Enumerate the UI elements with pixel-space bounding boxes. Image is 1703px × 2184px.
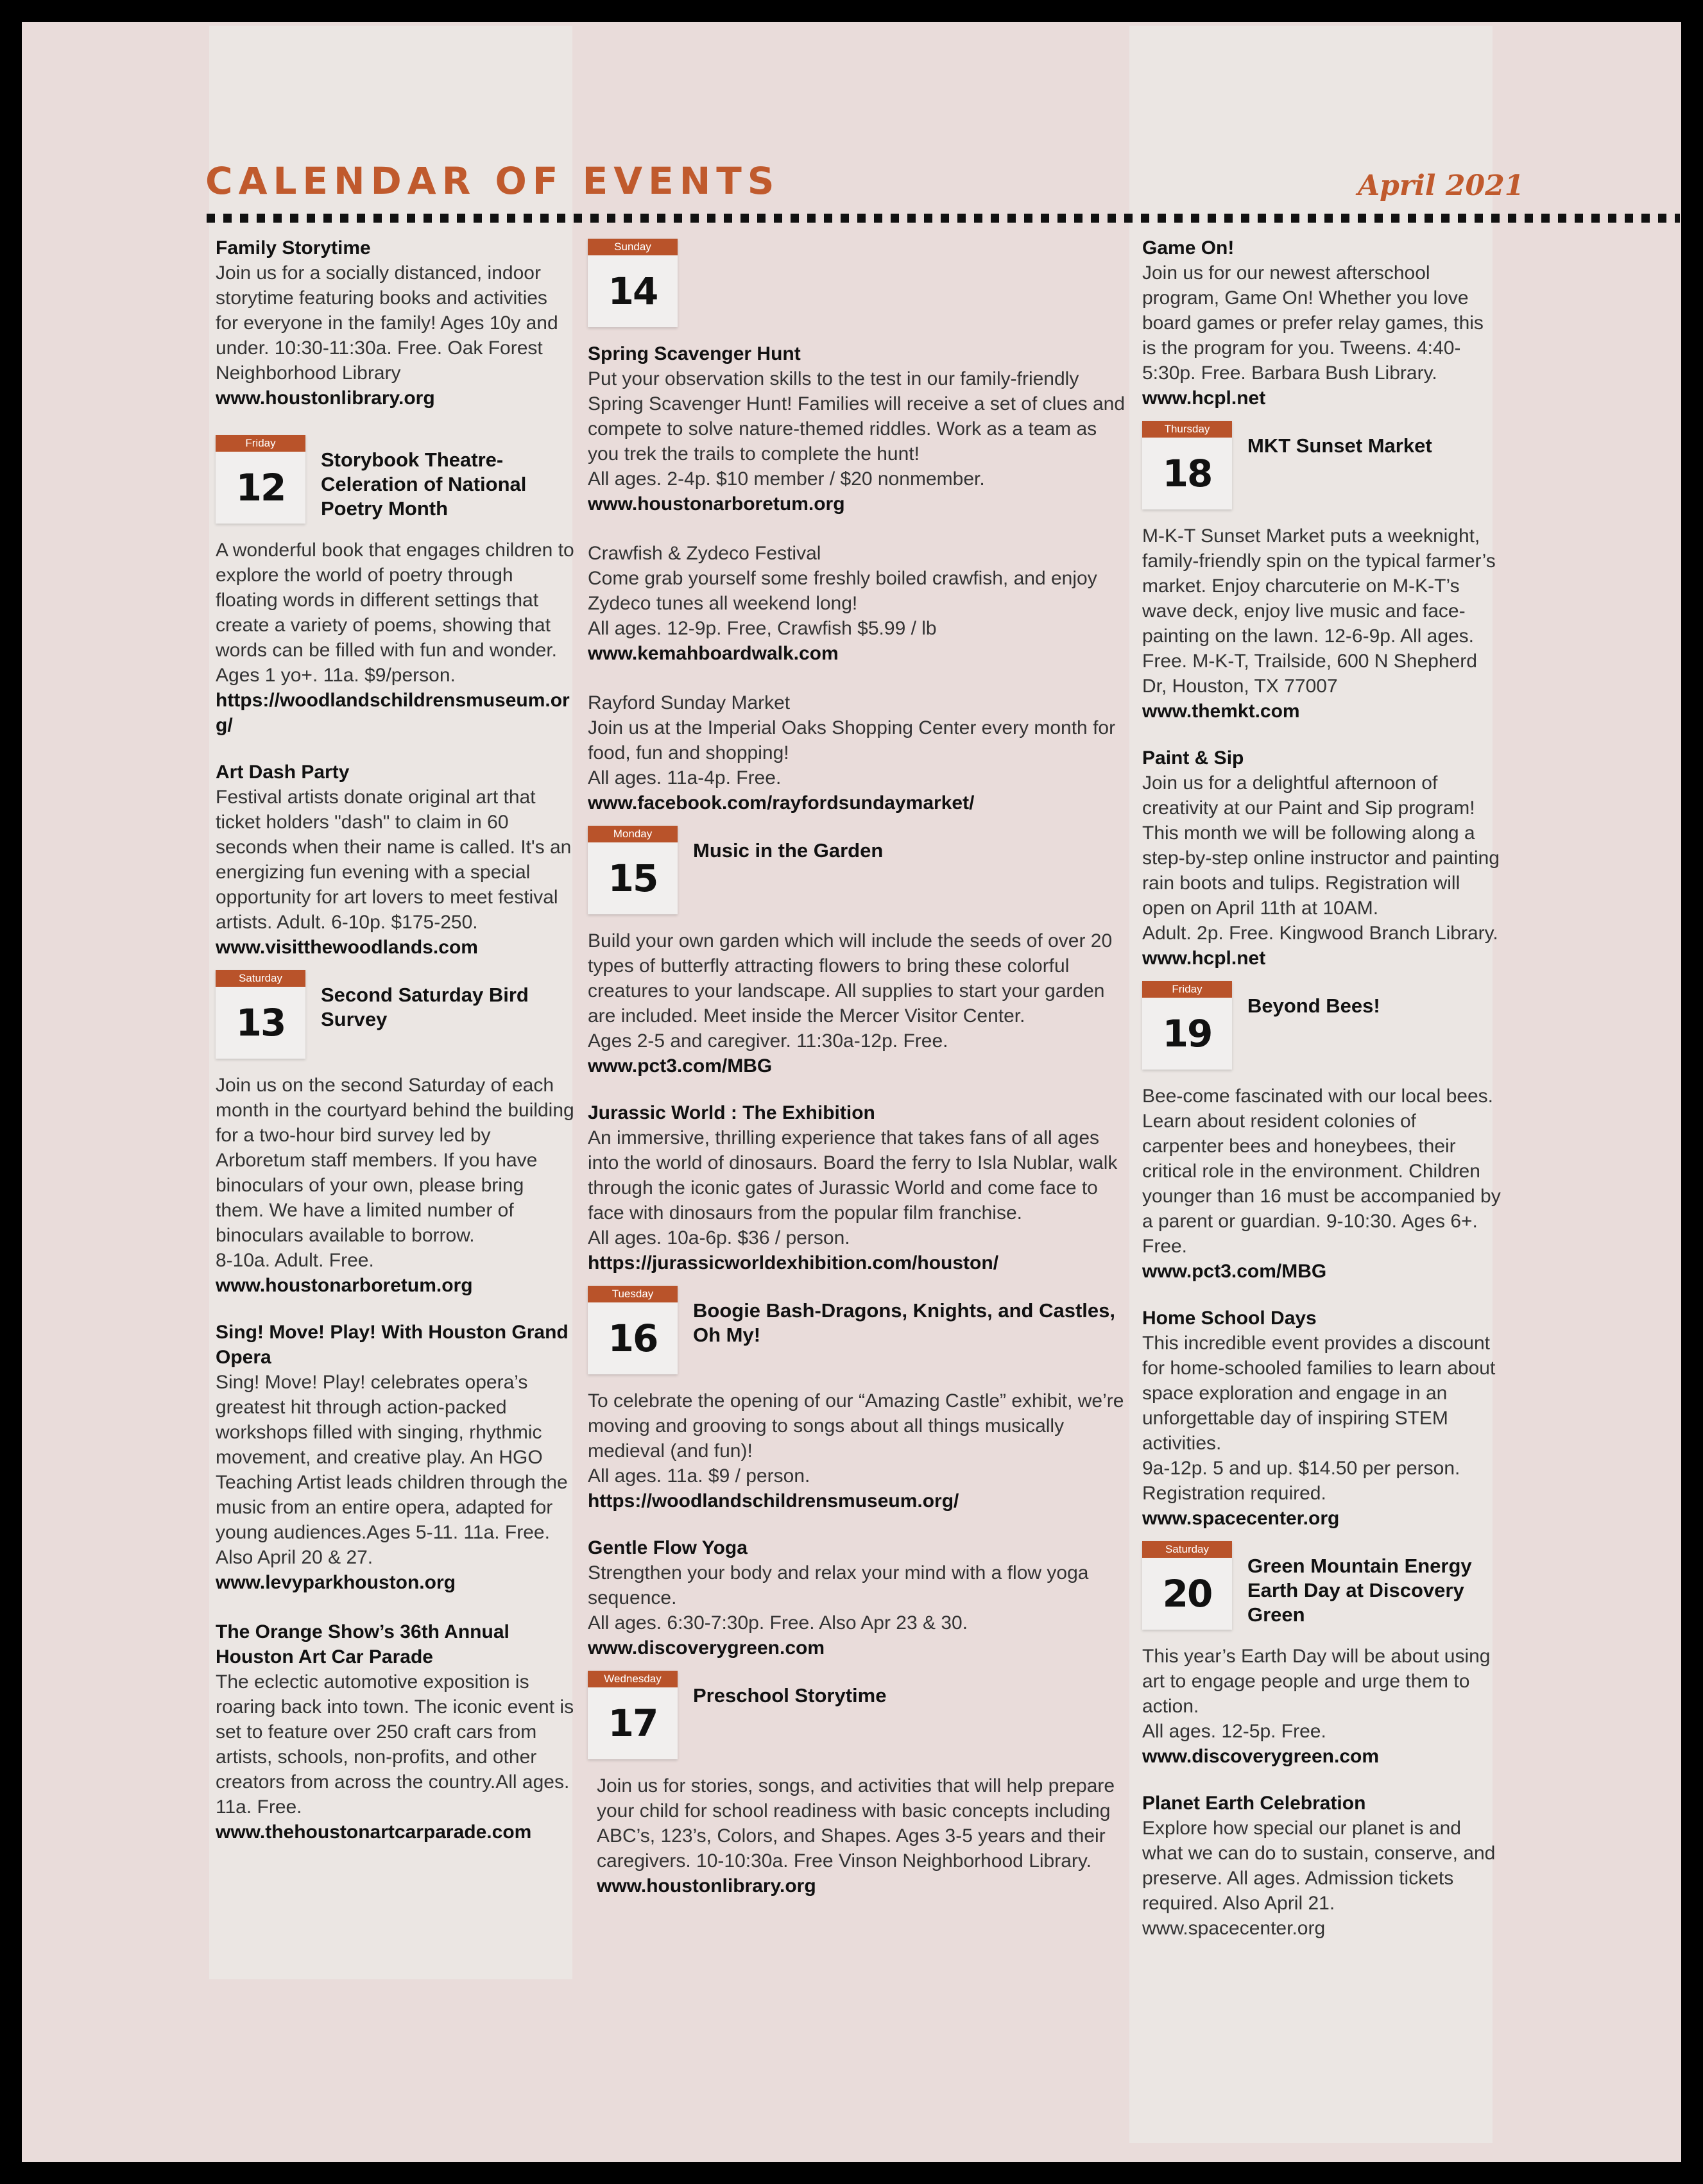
event-link[interactable]: https://woodlandschildrensmuseum.org/: [216, 690, 570, 736]
event-info: All ages. 11a-4p. Free.: [588, 767, 782, 789]
event-link[interactable]: www.houstonlibrary.org: [216, 388, 435, 409]
event-title: Art Dash Party: [216, 762, 350, 783]
badge-weekday: Tuesday: [588, 1286, 678, 1302]
badge-date: 15: [608, 857, 658, 900]
event-title: Second Saturday Bird Survey: [321, 984, 529, 1030]
event-description: M-K-T Sunset Market puts a weeknight, family-friendly spin on the typical farmer’s market. Enjoy charcuterie on M-K-T’s wave deck, enjoy live music and face-painting on the lawn. 12-6-9p. All ages. Free. M-K-T, Trailside, 600 N Shepherd Dr, Houston, TX 77007: [1142, 525, 1496, 697]
event-info: Ages 2-5 and caregiver. 11:30a-12p. Free.: [588, 1030, 948, 1052]
event-title: MKT Sunset Market: [1247, 434, 1432, 457]
events-column-1: [216, 235, 575, 1869]
badge-date: 13: [235, 1001, 286, 1045]
event-info: Ages 1 yo+. 11a. $9/person.: [216, 665, 456, 686]
event-item: [216, 1619, 575, 1845]
event-title: Spring Scavenger Hunt: [588, 343, 801, 364]
calendar-date-icon: [588, 826, 678, 914]
dated-event: [216, 435, 575, 738]
event-title: Paint & Sip: [1142, 747, 1244, 769]
event-link[interactable]: www.hcpl.net: [1142, 388, 1266, 409]
event-link[interactable]: www.themkt.com: [1142, 701, 1300, 722]
event-link[interactable]: https://jurassicworldexhibition.com/houston/: [588, 1252, 999, 1274]
event-title: Rayford Sunday Market: [588, 692, 791, 713]
event-description: Join us for our newest afterschool program, Game On! Whether you love board games or prefer relay games, this is the program for you. Tweens. 4:40-5:30p. Free. Barbara Bush Library.: [1142, 262, 1484, 384]
events-column-2: [588, 239, 1127, 1920]
badge-date: 19: [1162, 1012, 1212, 1055]
calendar-date-icon: [588, 239, 678, 327]
events-column-3: [1142, 235, 1502, 1965]
event-description: The eclectic automotive exposition is roaring back into town. The iconic event is set to feature over 250 craft cars from artists, schools, non-profits, and other creators from across the country.All ages. 11a. Free.: [216, 1671, 574, 1818]
event-item: [588, 1100, 1127, 1275]
date-header: [1142, 1541, 1502, 1630]
date-header: [588, 1671, 1127, 1759]
badge-date: 18: [1162, 452, 1212, 495]
event-link[interactable]: www.spacecenter.org: [1142, 1918, 1326, 1939]
event-title: The Orange Show’s 36th Annual Houston Art Car Parade: [216, 1621, 509, 1668]
event-item: [1142, 235, 1502, 411]
event-info: All ages. 10a-6p. $36 / person.: [588, 1227, 850, 1249]
date-header: [1142, 421, 1502, 509]
event-title: Planet Earth Celebration: [1142, 1793, 1366, 1814]
event-item: [216, 1320, 575, 1595]
event-info: All ages. 12-9p. Free, Crawfish $5.99 / lb: [588, 618, 937, 639]
badge-weekday: Saturday: [216, 970, 305, 987]
event-description: Strengthen your body and relax your mind with a flow yoga sequence.: [588, 1562, 1089, 1608]
event-description: Bee-come fascinated with our local bees. Learn about resident colonies of carpenter bees and honeybees, their critical role in the environment. Children younger than 16 must be accompanied by a parent or guardian. 9-10:30. Ages 6+. Free.: [1142, 1086, 1501, 1257]
badge-weekday: Friday: [1142, 981, 1232, 998]
event-description: Put your observation skills to the test in our family-friendly Spring Scavenger Hunt! Families will receive a set of clues and compete to solve nature-themed riddles. Work as a team as you trek the trails to complete the hunt!: [588, 368, 1125, 465]
event-item: [1142, 746, 1502, 971]
calendar-date-icon: [1142, 981, 1232, 1070]
dated-event: [588, 826, 1127, 1079]
event-link[interactable]: https://woodlandschildrensmuseum.org/: [588, 1490, 959, 1512]
event-link[interactable]: www.houstonarboretum.org: [588, 493, 845, 515]
badge-date: 14: [608, 269, 658, 313]
event-link[interactable]: www.houstonlibrary.org: [597, 1875, 816, 1897]
event-title: Sing! Move! Play! With Houston Grand Opera: [216, 1322, 569, 1368]
event-description: Come grab yourself some freshly boiled crawfish, and enjoy Zydeco tunes all weekend long!: [588, 568, 1097, 614]
event-description: Join us for a delightful afternoon of creativity at our Paint and Sip program! This month we will be following along a step-by-step online instructor and painting rain boots and tulips. Registration will open on April 11th at 10AM.: [1142, 772, 1500, 919]
page-title: CALENDAR OF EVENTS: [205, 159, 780, 203]
dated-event: [216, 970, 575, 1298]
event-title: Green Mountain Energy Earth Day at Discovery Green: [1247, 1555, 1472, 1626]
calendar-date-icon: [1142, 1541, 1232, 1630]
date-header: [1142, 981, 1502, 1070]
event-description: Festival artists donate original art that ticket holders "dash" to claim in 60 seconds when their name is called. It's an energizing fun evening with a special opportunity for art lovers to meet festival artists. Adult. 6-10p. $175-250.: [216, 787, 572, 933]
date-header: [216, 970, 575, 1059]
dotted-divider: [207, 214, 1680, 223]
event-item: [1142, 1791, 1502, 1941]
event-title: Preschool Storytime: [693, 1684, 887, 1707]
event-link[interactable]: www.hcpl.net: [1142, 948, 1266, 969]
calendar-date-icon: [216, 970, 305, 1059]
dated-event: [1142, 981, 1502, 1284]
event-info: Adult. 2p. Free. Kingwood Branch Library.: [1142, 923, 1498, 944]
event-item: [1142, 1306, 1502, 1531]
event-description: Explore how special our planet is and what we can do to sustain, conserve, and preserve. All ages. Admission tickets required. Also April 21.: [1142, 1818, 1496, 1914]
badge-weekday: Wednesday: [588, 1671, 678, 1687]
event-title: Music in the Garden: [693, 839, 884, 862]
event-title: Gentle Flow Yoga: [588, 1537, 748, 1558]
event-link[interactable]: www.pct3.com/MBG: [588, 1055, 773, 1077]
badge-weekday: Sunday: [588, 239, 678, 255]
event-link[interactable]: www.spacecenter.org: [1142, 1508, 1340, 1529]
event-description: To celebrate the opening of our “Amazing Castle” exhibit, we’re moving and grooving to songs about all things musically medieval (and fun)!: [588, 1390, 1124, 1462]
event-description: Join us for a socially distanced, indoor storytime featuring books and activities for everyone in the family! Ages 10y and under. 10:30-11:30a. Free. Oak Forest Neighborhood Library: [216, 262, 558, 384]
event-item: [216, 760, 575, 960]
event-item: [588, 690, 1127, 815]
event-link[interactable]: www.visitthewoodlands.com: [216, 937, 478, 958]
month-label: April 2021: [1358, 169, 1525, 202]
event-link[interactable]: www.thehoustonartcarparade.com: [216, 1821, 532, 1843]
event-title: Jurassic World : The Exhibition: [588, 1102, 875, 1123]
event-info: All ages. 12-5p. Free.: [1142, 1721, 1326, 1742]
dated-event: [1142, 421, 1502, 724]
event-description: Join us at the Imperial Oaks Shopping Center every month for food, fun and shopping!: [588, 717, 1116, 764]
event-title: Home School Days: [1142, 1308, 1317, 1329]
event-info: 9a-12p. 5 and up. $14.50 per person. Registration required.: [1142, 1458, 1460, 1504]
event-title: Family Storytime: [216, 237, 371, 259]
event-title: Beyond Bees!: [1247, 994, 1380, 1017]
event-description: A wonderful book that engages children to explore the world of poetry through floating words in different settings that create a variety of poems, showing that words can be filled with fun and wonder.: [216, 540, 574, 661]
event-title: Game On!: [1142, 237, 1235, 259]
calendar-date-icon: [588, 1671, 678, 1759]
badge-weekday: Thursday: [1142, 421, 1232, 438]
event-item: [216, 235, 575, 411]
date-header: [588, 1286, 1127, 1374]
event-info: All ages. 6:30-7:30p. Free. Also Apr 23 & 30.: [588, 1612, 968, 1634]
date-header: [588, 826, 1127, 914]
event-item: [588, 341, 1127, 516]
event-link[interactable]: www.discoverygreen.com: [588, 1637, 825, 1659]
event-link[interactable]: www.kemahboardwalk.com: [588, 643, 839, 664]
event-description: Sing! Move! Play! celebrates opera’s greatest hit through action-packed workshops filled with singing, rhythmic movement, and creative play. An HGO Teaching Artist leads children through the music from an entire opera, adapted for young audiences.Ages 5-11. 11a. Free. Also April 20 & 27.: [216, 1372, 568, 1568]
event-info: All ages. 11a. $9 / person.: [588, 1465, 810, 1487]
badge-weekday: Saturday: [1142, 1541, 1232, 1558]
event-link[interactable]: www.houstonarboretum.org: [216, 1275, 473, 1296]
date-header: [216, 435, 575, 524]
event-description: This year’s Earth Day will be about using art to engage people and urge them to action.: [1142, 1646, 1491, 1717]
event-description: Build your own garden which will include the seeds of over 20 types of butterfly attracting flowers to bring these colorful creatures to your landscape. All supplies to start your garden are included. Meet inside the Mercer Visitor Center.: [588, 930, 1113, 1027]
event-link[interactable]: www.facebook.com/rayfordsundaymarket/: [588, 792, 975, 814]
calendar-date-icon: [588, 1286, 678, 1374]
badge-weekday: Friday: [216, 435, 305, 452]
event-description: An immersive, thrilling experience that takes fans of all ages into the world of dinosaurs. Board the ferry to Isla Nublar, walk through the iconic gates of Jurassic World and come face to face with dinosaurs from the popular film franchise.: [588, 1127, 1118, 1224]
badge-date: 17: [608, 1702, 658, 1745]
event-title: Boogie Bash-Dragons, Knights, and Castles, Oh My!: [693, 1299, 1115, 1346]
dated-event: [1142, 1541, 1502, 1769]
badge-weekday: Monday: [588, 826, 678, 842]
badge-date: 16: [608, 1317, 658, 1360]
calendar-date-icon: [216, 435, 305, 524]
event-item: [588, 1535, 1127, 1660]
event-link[interactable]: www.discoverygreen.com: [1142, 1746, 1380, 1767]
page: [22, 22, 1681, 2162]
event-description: This incredible event provides a discount for home-schooled families to learn about space exploration and engage in an unforgettable day of inspiring STEM activities.: [1142, 1333, 1496, 1454]
badge-date: 20: [1162, 1572, 1212, 1616]
event-title: Crawfish & Zydeco Festival: [588, 543, 821, 564]
date-header: [588, 239, 1127, 327]
event-info: All ages. 2-4p. $10 member / $20 nonmember.: [588, 468, 985, 490]
calendar-date-icon: [1142, 421, 1232, 509]
badge-date: 12: [235, 466, 286, 509]
dated-event: [588, 1671, 1127, 1898]
event-description: Join us for stories, songs, and activities that will help prepare your child for school readiness with basic concepts including ABC’s, 123’s, Colors, and Shapes. Ages 3-5 years and their caregivers. 10-10:30a. Free Vinson Neighborhood Library.: [597, 1775, 1115, 1872]
event-info: 8-10a. Adult. Free.: [216, 1250, 374, 1271]
event-link[interactable]: www.levyparkhouston.org: [216, 1572, 456, 1593]
event-link[interactable]: www.pct3.com/MBG: [1142, 1261, 1327, 1282]
event-item: [588, 541, 1127, 666]
event-title: Storybook Theatre-Celeration of National Poetry Month: [321, 448, 527, 520]
dated-event: [588, 1286, 1127, 1514]
event-description: Join us on the second Saturday of each month in the courtyard behind the building for a two-hour bird survey led by Arboretum staff members. If you have binoculars of your own, please bring them. We have a limited number of binoculars available to borrow.: [216, 1075, 574, 1246]
